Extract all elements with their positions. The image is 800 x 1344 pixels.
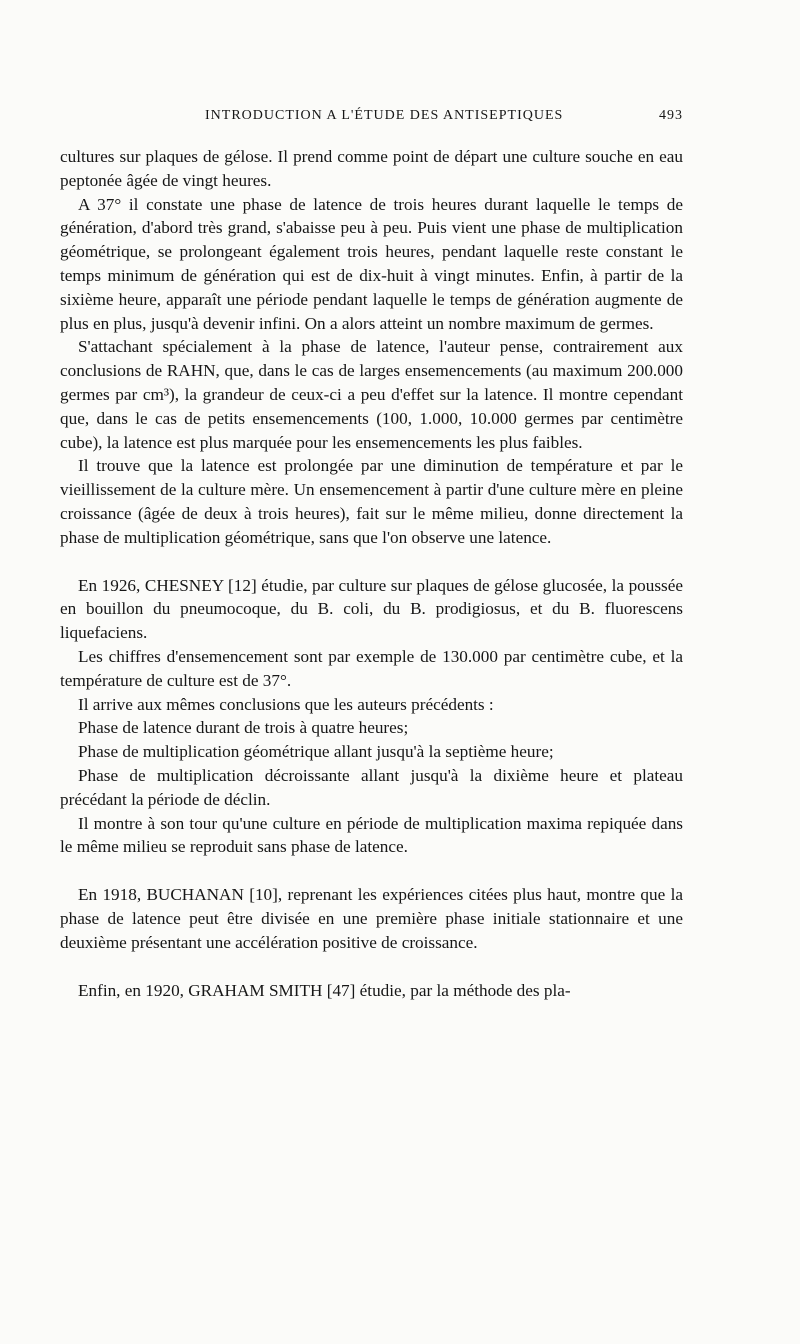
paragraph-gap [60,955,683,979]
paragraph: A 37° il constate une phase de latence de trois heures durant laquelle le temps de génération, d'abord très grand, s'abaisse peu à peu. Puis vient une phase de multiplication géométrique, se prolongeant également trois heures, pendant laquelle reste constant le temps minimum de génération qui est de dix-huit à vingt minutes. Enfin, à partir de la sixième heure, apparaît une période pendant laquelle le temps de génération augmente de plus en plus, jusqu'à devenir infini. On a alors atteint un nombre maximum de germes. [60,194,683,333]
paragraph: Phase de latence durant de trois à quatre heures; [78,718,409,738]
running-header [205,108,683,124]
body-text [60,145,683,1002]
paragraph: Phase de multiplication géométrique allant jusqu'à la septième heure; [78,742,554,762]
paragraph: Enfin, en 1920, GRAHAM SMITH [47] étudie, par la méthode des pla- [78,980,571,1000]
paragraph-gap [60,859,683,883]
paragraph: Il montre à son tour qu'une culture en période de multiplication maxima repiquée dans le même milieu se reproduit sans phase de latence. [60,813,683,857]
paragraph: S'attachant spécialement à la phase de latence, l'auteur pense, contrairement aux conclusions de RAHN, que, dans le cas de larges ensemencements (au maximum 200.000 germes par cm³), la grandeur de ceux-ci a peu d'effet sur la latence. Il montre cependant que, dans le cas de petits ensemencements (100, 1.000, 10.000 germes par centimètre cube), la latence est plus marquée pour les ensemencements les plus faibles. [60,337,683,452]
running-title: INTRODUCTION A L'ÉTUDE DES ANTISEPTIQUES [205,108,564,123]
paragraph: Les chiffres d'ensemencement sont par exemple de 130.000 par centimètre cube, et la température de culture est de 37°. [60,646,683,690]
paragraph: cultures sur plaques de gélose. Il prend comme point de départ une culture souche en eau peptonée âgée de vingt heures. [60,147,683,190]
paragraph-gap [60,550,683,574]
paragraph: En 1926, CHESNEY [12] étudie, par culture sur plaques de gélose glucosée, la poussée en bouillon du pneumocoque, du B. coli, du B. prodigiosus, et du B. fluorescens liquefaciens. [60,575,683,643]
page-number: 493 [659,108,683,123]
paragraph: En 1918, BUCHANAN [10], reprenant les expériences citées plus haut, montre que la phase de latence peut être divisée en une première phase initiale stationnaire et une deuxième présentant une accélération positive de croissance. [60,885,683,952]
paragraph: Il arrive aux mêmes conclusions que les auteurs précédents : [78,694,494,714]
paragraph: Phase de multiplication décroissante allant jusqu'à la dixième heure et plateau précédant la période de déclin. [60,765,683,809]
paragraph: Il trouve que la latence est prolongée par une diminution de température et par le vieillissement de la culture mère. Un ensemencement à partir d'une culture mère en pleine croissance (âgée de deux à trois heures), fait sur le même milieu, donne directement la phase de multiplication géométrique, sans que l'on observe une latence. [60,456,683,547]
